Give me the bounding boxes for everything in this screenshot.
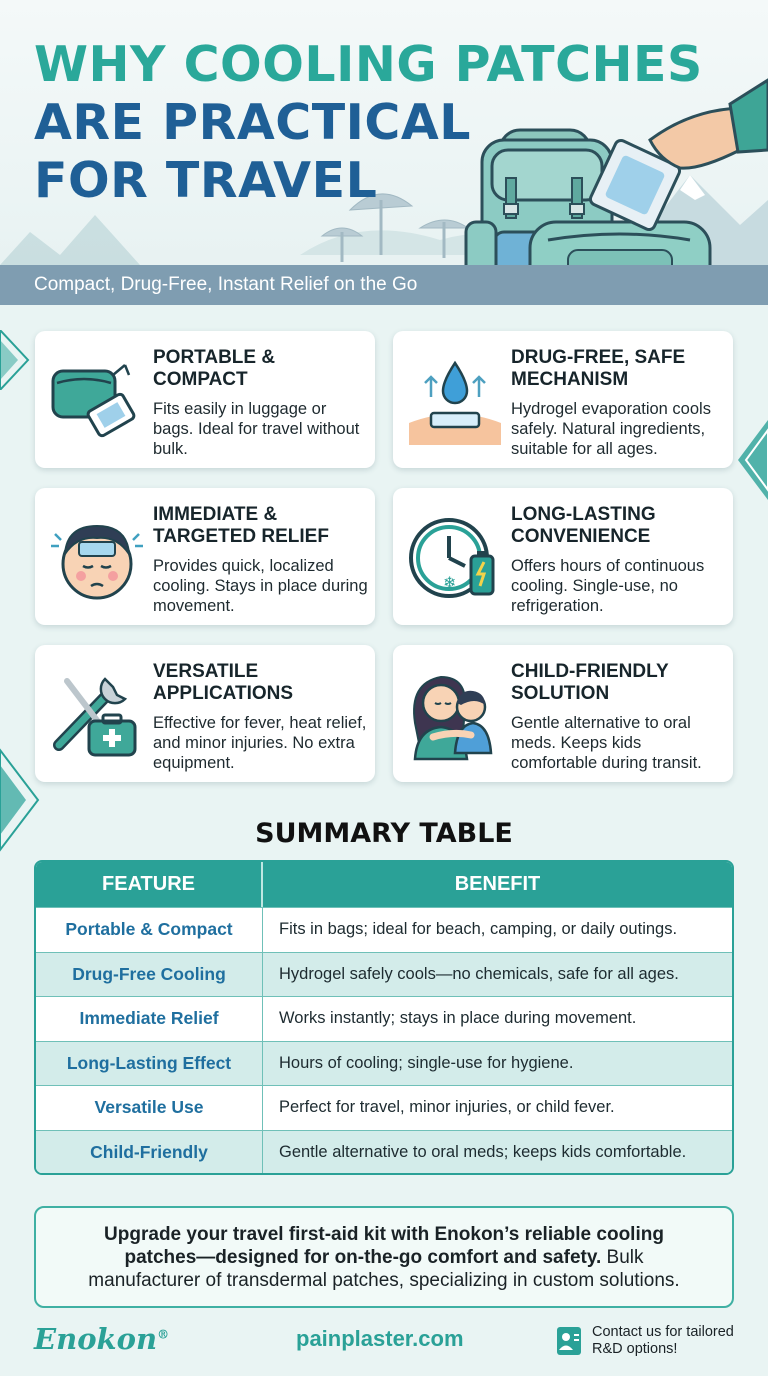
child-with-forehead-patch-icon <box>47 506 147 606</box>
title-line-2: ARE PRACTICAL <box>34 94 471 151</box>
feature-cell: Drug-Free Cooling <box>36 953 263 997</box>
feature-card-versatile <box>35 645 375 782</box>
feature-card-drug-free <box>393 331 733 468</box>
card-description: Provides quick, localized cooling. Stays in place during movement. <box>153 557 368 615</box>
table-row <box>36 1085 732 1130</box>
website-link[interactable]: painplaster.com <box>296 1326 464 1351</box>
feature-card-child-friendly <box>393 645 733 782</box>
table-row <box>36 907 732 952</box>
mother-hugging-child-icon <box>405 663 505 763</box>
table-row <box>36 1041 732 1086</box>
contact-card-icon <box>556 1326 582 1356</box>
registered-mark: ® <box>157 1327 170 1342</box>
pouch-and-patch-icon <box>47 349 147 449</box>
feature-cell: Child-Friendly <box>36 1131 263 1175</box>
contact-text[interactable]: Contact us for tailored R&D options! <box>592 1324 734 1357</box>
call-to-action-box <box>34 1206 734 1308</box>
title-line-1: WHY COOLING PATCHES <box>34 36 703 93</box>
cta-text <box>66 1223 702 1292</box>
column-header-benefit: BENEFIT <box>454 873 541 895</box>
feature-cell: Portable & Compact <box>36 908 263 952</box>
page-title <box>34 36 703 210</box>
cta-bold-text: Upgrade your travel first-aid kit with Enokon’s reliable cooling patches—designed for on-the-go comfort and safety. <box>104 1223 664 1268</box>
feature-card-immediate-relief <box>35 488 375 625</box>
benefit-cell: Perfect for travel, minor injuries, or child fever. <box>279 1098 615 1117</box>
brand-logo[interactable] <box>34 1322 169 1356</box>
card-description: Effective for fever, heat relief, and minor injuries. No extra equipment. <box>153 714 367 772</box>
card-description: Hydrogel evaporation cools safely. Natural ingredients, suitable for all ages. <box>511 400 711 458</box>
benefit-cell: Hydrogel safely cools—no chemicals, safe for all ages. <box>279 964 679 983</box>
table-header <box>36 862 732 907</box>
svg-text:❄: ❄ <box>443 573 457 592</box>
benefit-cell: Gentle alternative to oral meds; keeps kids comfortable. <box>279 1142 687 1161</box>
card-title: PORTABLE & COMPACT <box>153 347 276 390</box>
benefit-cell: Fits in bags; ideal for beach, camping, or daily outings. <box>279 920 678 939</box>
logo-text: Enokon <box>34 1322 158 1356</box>
card-title: CHILD-FRIENDLY SOLUTION <box>511 661 669 704</box>
title-line-3: FOR TRAVEL <box>34 152 378 209</box>
card-title: LONG-LASTING CONVENIENCE <box>511 504 656 547</box>
feature-card-portable <box>35 331 375 468</box>
clock-and-battery-icon <box>405 506 505 606</box>
table-row <box>36 952 732 997</box>
card-description: Offers hours of continuous cooling. Single-use, no refrigeration. <box>511 557 705 615</box>
card-description: Fits easily in luggage or bags. Ideal for travel without bulk. <box>153 400 360 458</box>
table-row <box>36 1130 732 1175</box>
benefit-cell: Hours of cooling; single-use for hygiene. <box>279 1053 574 1072</box>
cta-normal-text: Bulk manufacturer of transdermal patches, specializing in custom solutions. <box>88 1246 680 1291</box>
column-header-feature: FEATURE <box>36 862 263 907</box>
table-row <box>36 996 732 1041</box>
left-diamond-decoration <box>0 330 30 390</box>
benefit-cell: Works instantly; stays in place during movement. <box>279 1009 637 1028</box>
card-title: IMMEDIATE & TARGETED RELIEF <box>153 504 329 547</box>
feature-card-long-lasting <box>393 488 733 625</box>
card-title: DRUG-FREE, SAFE MECHANISM <box>511 347 686 390</box>
feature-cell: Long-Lasting Effect <box>36 1042 263 1086</box>
summary-table <box>34 860 734 1175</box>
card-description: Gentle alternative to oral meds. Keeps kids comfortable during transit. <box>511 714 702 772</box>
right-diamond-decoration <box>738 420 768 500</box>
water-drop-evaporation-icon <box>405 349 505 449</box>
feature-cell: Versatile Use <box>36 1086 263 1130</box>
feature-cell: Immediate Relief <box>36 997 263 1041</box>
subtitle: Compact, Drug-Free, Instant Relief on the Go <box>34 274 418 295</box>
tools-and-first-aid-icon <box>47 663 147 763</box>
card-title: VERSATILE APPLICATIONS <box>153 661 294 704</box>
summary-title: SUMMARY TABLE <box>255 818 513 849</box>
header-banner <box>0 0 768 305</box>
